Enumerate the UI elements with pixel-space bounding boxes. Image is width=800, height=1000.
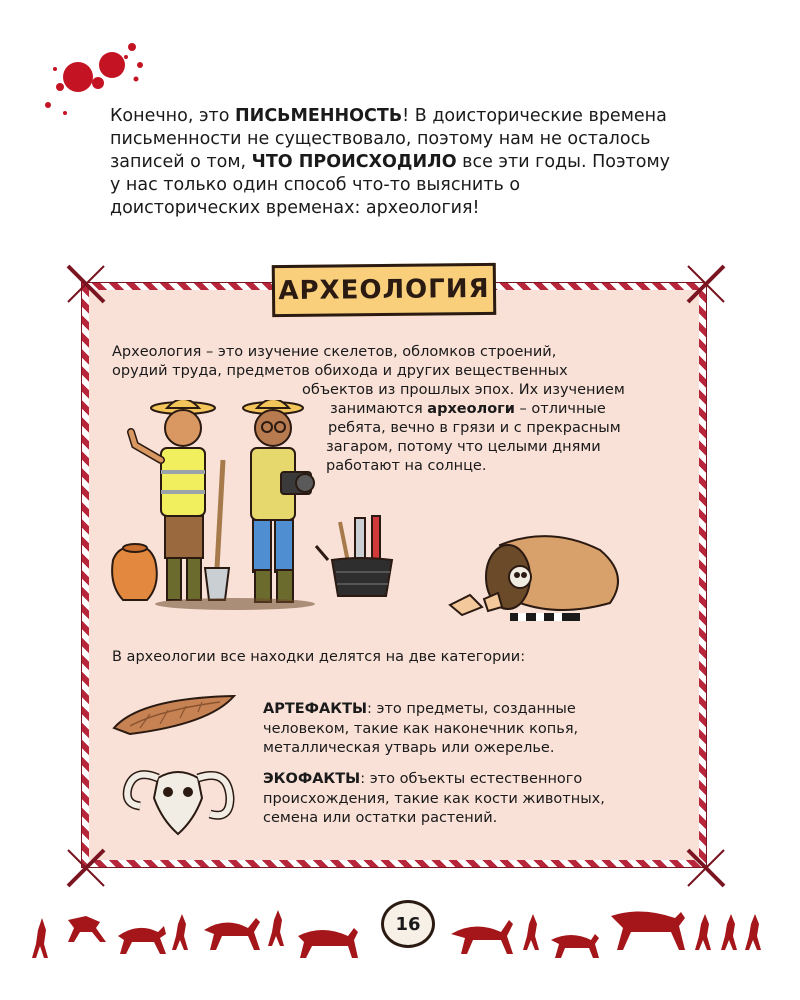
description-line: орудий труда, предметов обихода и других вещественных <box>112 363 568 379</box>
section-title-box <box>272 263 497 317</box>
artifacts-definition: АРТЕФАКТЫ: это предметы, созданные человеком, такие как наконечник копья, металлическая утварь или ожерелье. <box>263 701 579 756</box>
cave-painting-icon <box>28 890 373 970</box>
corner-rod-icon <box>684 846 728 890</box>
ram-skull-icon <box>118 758 238 843</box>
description-line: занимаются археологи – отличные <box>330 401 606 417</box>
spearhead-icon <box>110 688 240 738</box>
description-line: загаром, потому что целыми днями <box>326 439 601 455</box>
archaeologists-emphasis: археологи <box>427 401 515 417</box>
description-line: ребята, вечно в грязи и с прекрасным <box>328 420 621 436</box>
ecofacts-definition: ЭКОФАКТЫ: это объекты естественного происхождения, такие как кости животных, семена или остатки растений. <box>263 771 605 826</box>
artifacts-term: АРТЕФАКТЫ <box>263 701 368 717</box>
categories-intro: В археологии все находки делятся на две категории: <box>112 649 526 665</box>
intro-emphasis-what-happened: ЧТО ПРОИСХОДИЛО <box>251 152 457 172</box>
page-number: 16 <box>381 900 435 948</box>
corner-rod-icon <box>64 846 108 890</box>
archaeologist-pair-illustration <box>105 400 330 615</box>
intro-paragraph: Конечно, это ПИСЬМЕННОСТЬ! В доисторические времена письменности не существовало, поэтому нам не осталось записей о том, ЧТО ПРОИСХОДИЛО все эти годы. Поэтому у нас только один способ что-то выяснить о доисторических временах: археология! <box>110 106 671 218</box>
section-title: АРХЕОЛОГИЯ <box>278 273 490 307</box>
ecofacts-term: ЭКОФАКТЫ <box>263 771 361 787</box>
broken-pot-skull-icon <box>440 525 640 625</box>
cave-painting-icon <box>445 890 775 970</box>
description-line: Археология – это изучение скелетов, обломков строений, <box>112 344 557 360</box>
description-line: работают на солнце. <box>326 458 487 474</box>
tool-basket-icon <box>310 512 410 602</box>
corner-rod-icon <box>684 262 728 306</box>
description-line: объектов из прошлых эпох. Их изучением <box>302 382 625 398</box>
intro-emphasis-writing: ПИСЬМЕННОСТЬ <box>235 106 403 126</box>
corner-rod-icon <box>64 262 108 306</box>
